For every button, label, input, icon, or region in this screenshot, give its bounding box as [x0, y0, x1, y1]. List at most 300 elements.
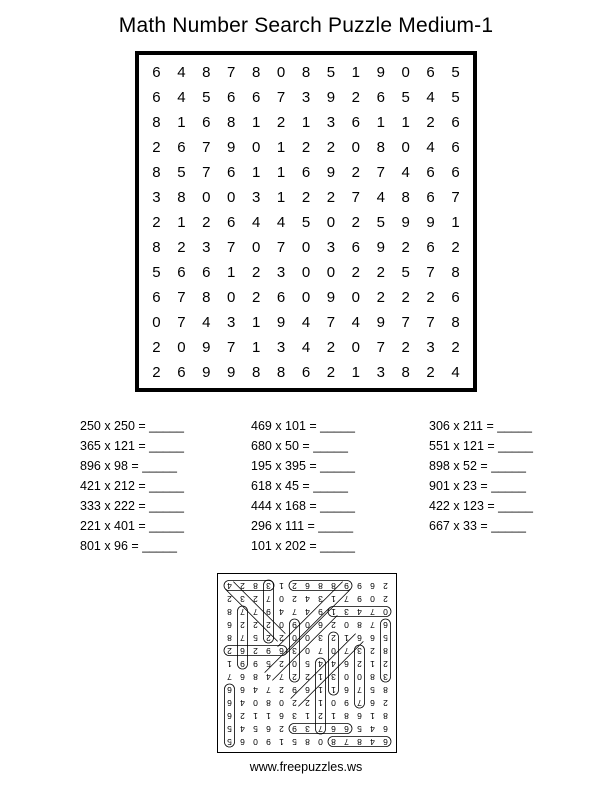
grid-cell: 6 — [451, 139, 460, 156]
answer-grid-cell: 6 — [227, 697, 232, 708]
grid-cell: 0 — [326, 214, 336, 231]
problem-item: 896 x 98 = _____ — [80, 459, 177, 473]
grid-cell: 2 — [326, 364, 336, 381]
answer-grid-cell: 8 — [383, 710, 388, 721]
answer-grid-cell: 8 — [253, 671, 258, 682]
grid-cell: 1 — [451, 214, 460, 231]
grid-cell: 6 — [152, 89, 161, 106]
grid-cell: 5 — [202, 89, 211, 106]
grid-cell: 8 — [401, 364, 410, 381]
answer-grid-cell: 2 — [305, 671, 310, 682]
answer-loop-diagonal — [272, 615, 337, 680]
answer-grid-cell: 5 — [383, 632, 388, 643]
answer-grid-cell: 2 — [266, 619, 271, 630]
grid-cell: 2 — [351, 214, 360, 231]
grid-cell: 0 — [227, 289, 236, 306]
grid-cell: 2 — [351, 264, 360, 281]
answer-grid-cell: 0 — [305, 632, 310, 643]
problem-item: 221 x 401 = _____ — [80, 519, 184, 533]
answer-grid-cell: 7 — [370, 619, 375, 630]
grid-cell: 4 — [376, 189, 385, 206]
answer-grid-cell: 2 — [279, 658, 284, 669]
answer-loop-vertical — [329, 632, 339, 695]
grid-cell: 1 — [227, 264, 236, 281]
grid-cell: 2 — [326, 189, 336, 206]
grid-cell: 2 — [401, 289, 410, 306]
problem-item: 333 x 222 = _____ — [80, 499, 184, 513]
answer-grid-cell: 2 — [253, 645, 258, 656]
answer-grid-cell: 7 — [318, 723, 323, 734]
grid-cell: 0 — [351, 289, 360, 306]
grid-cell: 4 — [202, 314, 211, 331]
grid-cell: 6 — [451, 164, 460, 181]
answer-grid-cell: 2 — [370, 645, 375, 656]
answer-grid-cell: 7 — [344, 645, 349, 656]
answer-loop-vertical — [316, 658, 326, 734]
answer-loop-horizontal — [289, 724, 352, 734]
grid-cell: 6 — [152, 64, 161, 81]
answer-loop-diagonal — [265, 608, 330, 673]
grid-cell: 2 — [426, 364, 435, 381]
answer-grid-cell: 6 — [279, 710, 284, 721]
answer-loop-horizontal — [224, 646, 287, 656]
problem-item: 618 x 45 = _____ — [251, 479, 348, 493]
answer-grid-cell: 8 — [318, 580, 323, 591]
answer-grid-cell: 6 — [305, 580, 310, 591]
grid-cell: 9 — [202, 339, 211, 356]
answer-grid-cell: 3 — [266, 580, 271, 591]
grid-cell: 9 — [376, 239, 385, 256]
answer-grid-cell: 1 — [279, 736, 284, 747]
grid-cell: 6 — [426, 189, 435, 206]
grid-cell: 1 — [177, 214, 186, 231]
grid-cell: 0 — [251, 239, 261, 256]
answer-grid-cell: 8 — [253, 580, 258, 591]
answer-grid-cell: 6 — [240, 671, 245, 682]
answer-grid-cell: 1 — [331, 710, 336, 721]
answer-grid-cell: 2 — [383, 658, 388, 669]
answer-grid-cell: 4 — [279, 606, 284, 617]
grid-cell: 0 — [177, 339, 186, 356]
answer-grid-cell: 6 — [240, 645, 245, 656]
grid-cell: 9 — [326, 289, 336, 306]
answer-grid-cell: 1 — [344, 632, 349, 643]
answer-grid-cell: 9 — [344, 580, 349, 591]
grid-cell: 3 — [202, 239, 211, 256]
answer-grid-cell: 8 — [331, 736, 336, 747]
grid-cell: 0 — [301, 239, 311, 256]
grid-cell: 6 — [301, 364, 311, 381]
grid-cell: 9 — [401, 214, 410, 231]
grid-cell: 8 — [202, 64, 211, 81]
grid-cell: 4 — [426, 89, 435, 106]
answer-grid-cell: 8 — [383, 645, 388, 656]
grid-cell: 7 — [202, 164, 211, 181]
answer-grid-cell: 0 — [344, 671, 349, 682]
answer-grid-cell: 5 — [253, 723, 258, 734]
answer-loop-vertical — [290, 619, 300, 682]
grid-cell: 6 — [276, 289, 286, 306]
answer-grid-cell: 1 — [279, 580, 284, 591]
answer-grid-cell: 2 — [383, 697, 388, 708]
answer-loop-diagonal — [285, 589, 350, 654]
grid-cell: 3 — [276, 264, 286, 281]
grid-cell: 4 — [301, 314, 311, 331]
grid-cell: 9 — [376, 314, 385, 331]
grid-cell: 0 — [202, 189, 211, 206]
grid-cell: 4 — [401, 164, 410, 181]
answer-grid-cell: 5 — [227, 723, 232, 734]
grid-cell: 0 — [152, 314, 161, 331]
answer-grid-cell: 7 — [240, 606, 245, 617]
answer-grid-cell: 2 — [279, 723, 284, 734]
answer-grid-cell: 6 — [227, 710, 232, 721]
answer-grid-cell: 8 — [227, 632, 232, 643]
grid-cell: 7 — [326, 314, 336, 331]
grid-cell: 8 — [276, 364, 286, 381]
grid-cell: 0 — [227, 189, 236, 206]
grid-cell: 7 — [401, 314, 410, 331]
answer-grid-cell: 4 — [318, 658, 323, 669]
answer-loop-horizontal — [224, 581, 274, 591]
grid-cell: 5 — [401, 264, 410, 281]
answer-grid-cell: 6 — [318, 619, 323, 630]
answer-grid-cell: 9 — [357, 593, 362, 604]
answer-grid-cell: 0 — [370, 593, 375, 604]
answer-grid-cell: 2 — [227, 593, 232, 604]
answer-grid-cell: 0 — [292, 658, 297, 669]
grid-cell: 3 — [376, 364, 385, 381]
grid-cell: 1 — [376, 114, 385, 131]
answer-grid-cell: 1 — [318, 684, 323, 695]
answer-grid-cell: 2 — [292, 593, 297, 604]
grid-cell: 4 — [351, 314, 360, 331]
answer-grid-cell: 8 — [357, 736, 362, 747]
grid-cell: 6 — [451, 114, 460, 131]
grid-cell: 8 — [227, 114, 236, 131]
answer-grid-cell: 7 — [344, 736, 349, 747]
problem-item: 898 x 52 = _____ — [429, 459, 526, 473]
grid-cell: 2 — [251, 264, 261, 281]
grid-cell: 3 — [426, 339, 435, 356]
problem-item: 680 x 50 = _____ — [251, 439, 348, 453]
grid-cell: 1 — [351, 364, 360, 381]
grid-cell: 3 — [326, 239, 336, 256]
grid-cell: 6 — [227, 89, 236, 106]
grid-cell: 8 — [401, 189, 410, 206]
grid-cell: 9 — [227, 139, 236, 156]
grid-cell: 0 — [401, 64, 410, 81]
answer-grid-cell: 5 — [370, 684, 375, 695]
answer-grid-cell: 2 — [279, 684, 284, 695]
answer-grid-cell: 6 — [227, 619, 232, 630]
answer-grid-cell: 6 — [227, 684, 232, 695]
grid-cell: 3 — [326, 114, 336, 131]
grid-cell: 5 — [177, 164, 186, 181]
answer-grid-cell: 2 — [240, 619, 245, 630]
answer-grid-cell: 7 — [279, 671, 284, 682]
answer-grid-cell: 2 — [331, 632, 336, 643]
answer-grid-cell: 2 — [357, 658, 362, 669]
grid-cell: 7 — [276, 239, 286, 256]
grid-cell: 6 — [202, 264, 211, 281]
grid-cell: 6 — [177, 364, 186, 381]
grid-cell: 6 — [451, 289, 460, 306]
answer-grid-cell: 1 — [331, 593, 336, 604]
answer-grid-cell: 6 — [370, 580, 375, 591]
answer-grid-cell: 2 — [253, 593, 258, 604]
answer-grid-cell: 4 — [240, 723, 245, 734]
answer-grid-cell: 0 — [253, 736, 258, 747]
answer-grid-cell: 7 — [266, 684, 271, 695]
answer-grid-cell: 2 — [240, 580, 245, 591]
grid-cell: 0 — [251, 139, 261, 156]
grid-cell: 8 — [152, 164, 161, 181]
grid-cell: 6 — [351, 114, 360, 131]
answer-grid-cell: 6 — [383, 619, 388, 630]
grid-cell: 9 — [202, 364, 211, 381]
answer-grid-cell: 9 — [240, 658, 245, 669]
answer-grid-cell: 3 — [240, 593, 245, 604]
answer-grid-cell: 0 — [279, 593, 284, 604]
answer-grid-cell: 6 — [383, 723, 388, 734]
grid-cell: 2 — [152, 214, 161, 231]
answer-grid-cell: 6 — [344, 684, 349, 695]
answer-grid-cell: 3 — [357, 645, 362, 656]
answer-grid-cell: 7 — [253, 606, 258, 617]
grid-cell: 1 — [276, 164, 286, 181]
grid-cell: 7 — [276, 89, 286, 106]
answer-grid-cell: 9 — [292, 619, 297, 630]
answer-grid-cell: 1 — [318, 697, 323, 708]
answer-grid-cell: 6 — [357, 710, 362, 721]
grid-cell: 8 — [376, 139, 385, 156]
grid-cell: 4 — [301, 339, 311, 356]
grid-cell: 2 — [152, 339, 161, 356]
answer-grid-cell: 2 — [292, 671, 297, 682]
grid-cell: 5 — [401, 89, 410, 106]
answer-grid-cell: 0 — [279, 697, 284, 708]
answer-grid-cell: 6 — [279, 645, 284, 656]
grid-cell: 6 — [376, 89, 385, 106]
answer-grid-cell: 7 — [292, 606, 297, 617]
grid-cell: 1 — [351, 64, 360, 81]
answer-grid-cell: 8 — [331, 580, 336, 591]
grid-cell: 7 — [376, 164, 385, 181]
answer-grid-cell: 5 — [266, 658, 271, 669]
grid-cell: 7 — [227, 339, 236, 356]
answer-grid-cell: 8 — [227, 606, 232, 617]
grid-cell: 4 — [276, 214, 286, 231]
puzzle-grid — [144, 60, 468, 385]
problem-item: 101 x 202 = _____ — [251, 539, 355, 553]
answer-grid-cell: 9 — [266, 736, 271, 747]
answer-grid-cell: 2 — [318, 710, 323, 721]
grid-cell: 2 — [351, 164, 360, 181]
answer-grid-cell: 0 — [305, 619, 310, 630]
grid-cell: 3 — [301, 89, 311, 106]
website-url: www.freepuzzles.ws — [249, 760, 363, 774]
answer-grid-cell: 1 — [370, 658, 375, 669]
answer-grid-cell: 2 — [383, 580, 388, 591]
answer-loop-vertical — [355, 645, 365, 708]
answer-grid-cell: 3 — [344, 606, 349, 617]
answer-grid-cell: 3 — [292, 710, 297, 721]
answer-grid-cell: 7 — [344, 593, 349, 604]
answer-grid-cell: 7 — [266, 593, 271, 604]
problem-item: 365 x 121 = _____ — [80, 439, 184, 453]
grid-cell: 7 — [451, 189, 460, 206]
answer-grid-cell: 9 — [292, 723, 297, 734]
problem-item: 421 x 212 = _____ — [80, 479, 184, 493]
grid-cell: 2 — [326, 139, 336, 156]
grid-cell: 1 — [251, 339, 261, 356]
grid-cell: 0 — [301, 289, 311, 306]
answer-grid-cell: 9 — [318, 606, 323, 617]
grid-cell: 6 — [227, 164, 236, 181]
problem-column-3 — [429, 416, 533, 536]
answer-loop-diagonal — [233, 582, 285, 634]
grid-cell: 7 — [177, 289, 186, 306]
grid-cell: 8 — [202, 289, 211, 306]
grid-cell: 1 — [251, 164, 261, 181]
grid-cell: 8 — [152, 114, 161, 131]
answer-grid-cell: 2 — [240, 710, 245, 721]
grid-cell: 2 — [376, 289, 385, 306]
answer-loop-horizontal — [328, 607, 391, 617]
grid-cell: 6 — [351, 239, 360, 256]
answer-grid-cell: 3 — [318, 593, 323, 604]
grid-cell: 7 — [227, 64, 236, 81]
grid-cell: 9 — [326, 164, 336, 181]
grid-cell: 7 — [376, 339, 385, 356]
grid-cell: 6 — [251, 89, 261, 106]
grid-cell: 0 — [326, 264, 336, 281]
answer-grid-cell: 5 — [227, 736, 232, 747]
grid-cell: 7 — [227, 239, 236, 256]
grid-cell: 2 — [152, 139, 161, 156]
grid-cell: 8 — [251, 364, 261, 381]
answer-grid-cell: 0 — [331, 645, 336, 656]
answer-grid-cell: 7 — [370, 606, 375, 617]
answer-loop-diagonal — [226, 589, 278, 641]
problem-item: 667 x 33 = _____ — [429, 519, 526, 533]
answer-grid-cell: 4 — [370, 736, 375, 747]
answer-loop-diagonal — [278, 582, 343, 647]
answer-grid-cell: 0 — [292, 632, 297, 643]
answer-grid-cell: 4 — [240, 697, 245, 708]
answer-grid-cell: 1 — [253, 710, 258, 721]
answer-grid-cell: 9 — [253, 658, 258, 669]
grid-cell: 5 — [152, 264, 161, 281]
answer-grid-cell: 3 — [318, 632, 323, 643]
problem-item: 444 x 168 = _____ — [251, 499, 355, 513]
grid-cell: 2 — [351, 89, 360, 106]
answer-grid-cell: 6 — [344, 658, 349, 669]
answer-grid-cell: 0 — [279, 619, 284, 630]
grid-cell: 2 — [152, 364, 161, 381]
answer-grid-cell: 2 — [383, 593, 388, 604]
problem-item: 306 x 211 = _____ — [429, 419, 532, 433]
answer-grid-cell: 2 — [331, 619, 336, 630]
answer-grid-cell: 7 — [227, 671, 232, 682]
answer-grid-cell: 0 — [253, 697, 258, 708]
answer-grid-cell: 2 — [227, 645, 232, 656]
answer-grid-cell: 9 — [344, 697, 349, 708]
answer-grid-cell: 6 — [240, 736, 245, 747]
answer-grid-cell: 6 — [370, 697, 375, 708]
answer-grid-cell: 8 — [357, 619, 362, 630]
answer-grid-cell: 4 — [305, 606, 310, 617]
problem-item: 250 x 250 = _____ — [80, 419, 184, 433]
grid-cell: 6 — [202, 114, 211, 131]
grid-cell: 1 — [251, 314, 261, 331]
grid-cell: 2 — [451, 239, 460, 256]
answer-grid-cell: 2 — [292, 697, 297, 708]
problem-item: 469 x 101 = _____ — [251, 419, 355, 433]
answer-grid-cell: 1 — [370, 710, 375, 721]
grid-cell: 2 — [326, 339, 336, 356]
grid-cell: 1 — [276, 139, 286, 156]
answer-grid-cell: 1 — [318, 671, 323, 682]
answer-grid-cell: 5 — [357, 723, 362, 734]
answer-loop-vertical — [238, 606, 248, 669]
answer-grid-cell: 0 — [305, 645, 310, 656]
answer-loop-diagonal — [291, 634, 356, 699]
answer-grid-cell: 1 — [331, 684, 336, 695]
answer-grid-cell: 0 — [383, 606, 388, 617]
grid-cell: 4 — [177, 64, 186, 81]
answer-grid-cell: 4 — [370, 723, 375, 734]
grid-cell: 2 — [426, 114, 435, 131]
grid-cell: 5 — [451, 89, 460, 106]
answer-grid-cell: 5 — [305, 658, 310, 669]
answer-loop-horizontal — [328, 737, 391, 747]
grid-cell: 0 — [351, 139, 360, 156]
answer-grid-cell: 7 — [357, 684, 362, 695]
grid-cell: 2 — [251, 289, 261, 306]
answer-grid-cell: 4 — [357, 606, 362, 617]
answer-loop-vertical — [225, 684, 235, 747]
grid-cell: 5 — [301, 214, 311, 231]
grid-cell: 2 — [401, 339, 410, 356]
answer-grid-cell: 8 — [370, 671, 375, 682]
problem-item: 801 x 96 = _____ — [80, 539, 177, 553]
answer-grid-cell: 6 — [357, 632, 362, 643]
answer-grid-cell: 2 — [305, 697, 310, 708]
grid-cell: 2 — [301, 189, 311, 206]
answer-grid-cell: 8 — [305, 736, 310, 747]
problem-item: 195 x 395 = _____ — [251, 459, 355, 473]
page-title: Math Number Search Puzzle Medium-1 — [118, 14, 494, 37]
answer-grid-cell: 6 — [344, 723, 349, 734]
answer-grid-cell: 8 — [266, 697, 271, 708]
problem-column-2 — [251, 416, 355, 556]
grid-cell: 0 — [301, 264, 311, 281]
grid-cell: 9 — [326, 89, 336, 106]
problem-item: 551 x 121 = _____ — [429, 439, 533, 453]
grid-cell: 8 — [451, 314, 460, 331]
grid-cell: 6 — [426, 164, 435, 181]
grid-cell: 1 — [177, 114, 186, 131]
answer-grid-cell: 8 — [383, 684, 388, 695]
grid-cell: 2 — [376, 264, 385, 281]
grid-cell: 4 — [251, 214, 261, 231]
answer-grid-cell: 7 — [357, 697, 362, 708]
answer-grid-cell: 3 — [292, 645, 297, 656]
answer-grid-cell: 6 — [266, 723, 271, 734]
grid-cell: 6 — [301, 164, 311, 181]
